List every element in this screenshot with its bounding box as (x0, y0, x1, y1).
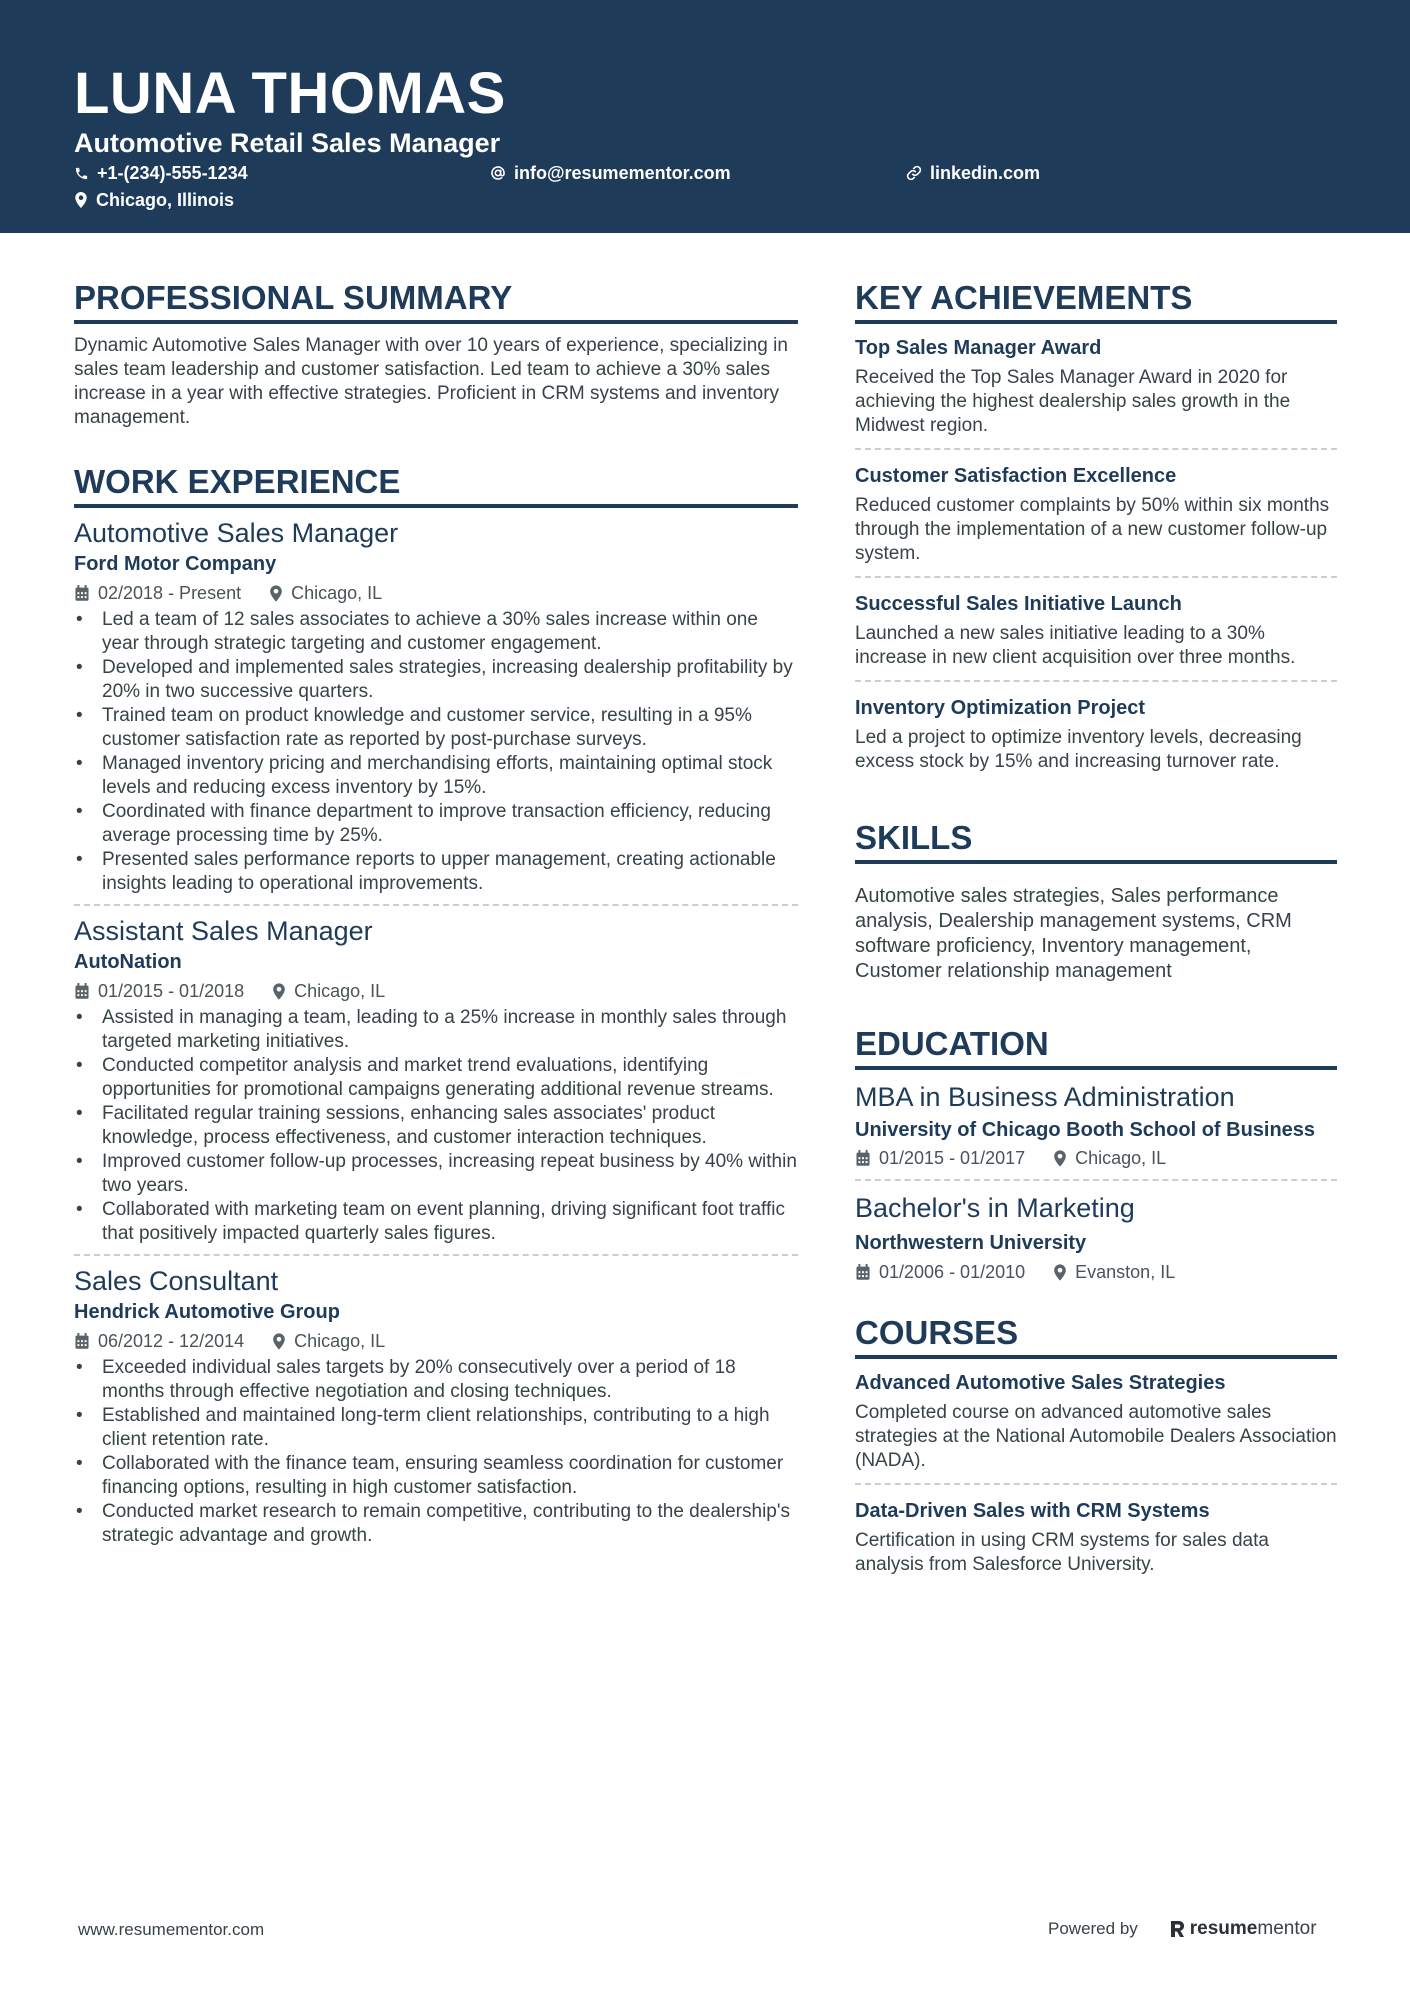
bullet-item: • Coordinated with finance department to improve transaction efficiency, reducing average processing time by 25%. (74, 800, 798, 848)
job-entry (74, 914, 798, 1256)
achievement-title: Successful Sales Initiative Launch (855, 593, 1182, 615)
email-text: info@resumementor.com (514, 163, 731, 183)
achievement-text: Received the Top Sales Manager Award in 2020 for achieving the highest dealership sales growth in the Midwest region. (855, 367, 1291, 436)
location-pin-icon (272, 1333, 286, 1350)
brand-rest: mentor (1257, 1918, 1317, 1939)
bullet-item: • Presented sales performance reports to upper management, creating actionable insights leading to operational improvements. (74, 848, 798, 896)
location-pin-icon (1053, 1150, 1067, 1167)
job-company: AutoNation (74, 951, 182, 973)
education-school: Northwestern University (855, 1232, 1087, 1254)
left-column (74, 278, 798, 1564)
summary-heading: PROFESSIONAL SUMMARY (74, 278, 798, 324)
contact-email[interactable] (490, 161, 731, 185)
achievement-item (855, 334, 1337, 450)
achievement-text: Led a project to optimize inventory levels, decreasing excess stock by 15% and increasing turnover rate. (855, 727, 1302, 772)
education-heading: EDUCATION (855, 1024, 1337, 1070)
courses-section (855, 1313, 1337, 1587)
bullet-item: • Exceeded individual sales targets by 20% consecutively over a period of 18 months through effective negotiation and closing techniques. (74, 1356, 798, 1404)
achievement-title: Inventory Optimization Project (855, 697, 1146, 719)
education-item (855, 1080, 1337, 1181)
resume-header (0, 0, 1410, 233)
at-icon (490, 165, 506, 181)
experience-heading: WORK EXPERIENCE (74, 462, 798, 508)
education-degree: Bachelor's in Marketing (855, 1193, 1135, 1223)
brand-logo[interactable] (1168, 1918, 1317, 1940)
calendar-icon (855, 1150, 871, 1167)
education-item (855, 1191, 1337, 1293)
job-dates: 02/2018 - Present (98, 583, 242, 603)
calendar-icon (74, 585, 90, 602)
achievement-title: Customer Satisfaction Excellence (855, 465, 1177, 487)
course-text: Completed course on advanced automotive sales strategies at the National Automobile Dealers Association (NADA). (855, 1402, 1337, 1471)
course-item (855, 1497, 1337, 1587)
job-dates: 01/2015 - 01/2018 (98, 981, 245, 1001)
phone-text: +1-(234)-555-1234 (97, 163, 248, 183)
experience-section (74, 462, 798, 1556)
job-bullets (74, 1006, 798, 1246)
right-column (855, 278, 1337, 1587)
link-icon (906, 165, 922, 181)
job-title: Automotive Sales Manager (74, 518, 399, 548)
bullet-item: • Facilitated regular training sessions, enhancing sales associates' product knowledge, process effectiveness, and customer interaction techniques. (74, 1102, 798, 1150)
achievements-section (855, 278, 1337, 784)
bullet-item: • Improved customer follow-up processes, increasing repeat business by 40% within two years. (74, 1150, 798, 1198)
job-title: Assistant Sales Manager (74, 916, 373, 946)
bullet-item: • Assisted in managing a team, leading to a 25% increase in monthly sales through targeted marketing initiatives. (74, 1006, 798, 1054)
bullet-item: • Developed and implemented sales strategies, increasing dealership profitability by 20% in two successive quarters. (74, 656, 798, 704)
job-meta (74, 580, 798, 606)
resumementor-logo-icon (1168, 1919, 1186, 1939)
education-dates: 01/2015 - 01/2017 (879, 1148, 1026, 1168)
education-degree: MBA in Business Administration (855, 1082, 1235, 1112)
powered-by-label: Powered by (1048, 1919, 1138, 1938)
achievement-text: Launched a new sales initiative leading to a 30% increase in new client acquisition over three months. (855, 623, 1296, 668)
skills-heading: SKILLS (855, 818, 1337, 864)
job-location: Chicago, IL (294, 981, 386, 1001)
candidate-title: Automotive Retail Sales Manager (74, 128, 501, 158)
course-title: Advanced Automotive Sales Strategies (855, 1372, 1226, 1394)
contact-phone[interactable] (74, 161, 248, 185)
job-location: Chicago, IL (294, 1331, 386, 1351)
bullet-item: • Trained team on product knowledge and customer service, resulting in a 95% customer satisfaction rate as reported by post-purchase surveys. (74, 704, 798, 752)
bullet-item: • Managed inventory pricing and merchandising efforts, maintaining optimal stock levels and reducing excess inventory by 15%. (74, 752, 798, 800)
footer-website[interactable]: www.resumementor.com (78, 1920, 265, 1939)
summary-section (74, 278, 798, 430)
course-text: Certification in using CRM systems for sales data analysis from Salesforce University. (855, 1530, 1269, 1575)
skills-text: Automotive sales strategies, Sales performance analysis, Dealership management systems, CRM software proficiency, Inventory management, Customer relationship management (855, 885, 1292, 982)
location-pin-icon (272, 983, 286, 1000)
course-title: Data-Driven Sales with CRM Systems (855, 1500, 1210, 1522)
education-school: University of Chicago Booth School of Business (855, 1119, 1316, 1141)
linkedin-text: linkedin.com (930, 163, 1041, 183)
job-dates: 06/2012 - 12/2014 (98, 1331, 245, 1351)
calendar-icon (74, 1333, 90, 1350)
bullet-item: • Conducted competitor analysis and market trend evaluations, identifying opportunities for promotional campaigns generating additional revenue streams. (74, 1054, 798, 1102)
education-meta (855, 1145, 1337, 1171)
bullet-item: • Collaborated with marketing team on event planning, driving significant foot traffic that positively impacted quarterly sales figures. (74, 1198, 798, 1246)
location-pin-icon (74, 192, 88, 208)
phone-icon (74, 166, 89, 181)
job-company: Hendrick Automotive Group (74, 1301, 340, 1323)
job-company: Ford Motor Company (74, 553, 277, 575)
job-meta (74, 1328, 798, 1354)
achievement-text: Reduced customer complaints by 50% within six months through the implementation of a new customer follow-up system. (855, 495, 1330, 564)
job-title: Sales Consultant (74, 1266, 279, 1296)
achievements-heading: KEY ACHIEVEMENTS (855, 278, 1337, 324)
brand-bold: resume (1189, 1918, 1258, 1939)
bullet-item: • Collaborated with the finance team, ensuring seamless coordination for customer financing options, resulting in high customer satisfaction. (74, 1452, 798, 1500)
summary-text: Dynamic Automotive Sales Manager with over 10 years of experience, specializing in sales team leadership and customer satisfaction. Led team to achieve a 30% sales increase in a year with effective strategies. Proficient in CRM systems and inventory management. (74, 335, 788, 428)
location-text: Chicago, Illinois (96, 190, 235, 210)
calendar-icon (74, 983, 90, 1000)
bullet-item: • Established and maintained long-term client relationships, contributing to a high client retention rate. (74, 1404, 798, 1452)
education-dates: 01/2006 - 01/2010 (879, 1262, 1026, 1282)
education-location: Evanston, IL (1075, 1262, 1176, 1282)
education-section (855, 1024, 1337, 1293)
contact-linkedin[interactable] (906, 161, 1040, 185)
job-location: Chicago, IL (291, 583, 383, 603)
bullet-item: • Led a team of 12 sales associates to achieve a 30% sales increase within one year through strategic targeting and customer engagement. (74, 608, 798, 656)
job-entry (74, 1264, 798, 1556)
location-pin-icon (269, 585, 283, 602)
job-meta (74, 978, 798, 1004)
education-location: Chicago, IL (1075, 1148, 1167, 1168)
footer-branding (1048, 1918, 1317, 1940)
contact-location (74, 188, 234, 212)
bullet-item: • Conducted market research to remain competitive, contributing to the dealership's strategic advantage and growth. (74, 1500, 798, 1548)
job-bullets (74, 1356, 798, 1548)
achievement-title: Top Sales Manager Award (855, 337, 1102, 359)
course-item (855, 1369, 1337, 1485)
achievement-item (855, 590, 1337, 682)
education-meta (855, 1259, 1337, 1285)
achievement-item (855, 462, 1337, 578)
courses-heading: COURSES (855, 1313, 1337, 1359)
achievement-item (855, 694, 1337, 784)
job-bullets (74, 608, 798, 896)
location-pin-icon (1053, 1264, 1067, 1281)
skills-section (855, 818, 1337, 984)
job-entry (74, 516, 798, 906)
calendar-icon (855, 1264, 871, 1281)
candidate-name: LUNA THOMAS (74, 61, 506, 126)
